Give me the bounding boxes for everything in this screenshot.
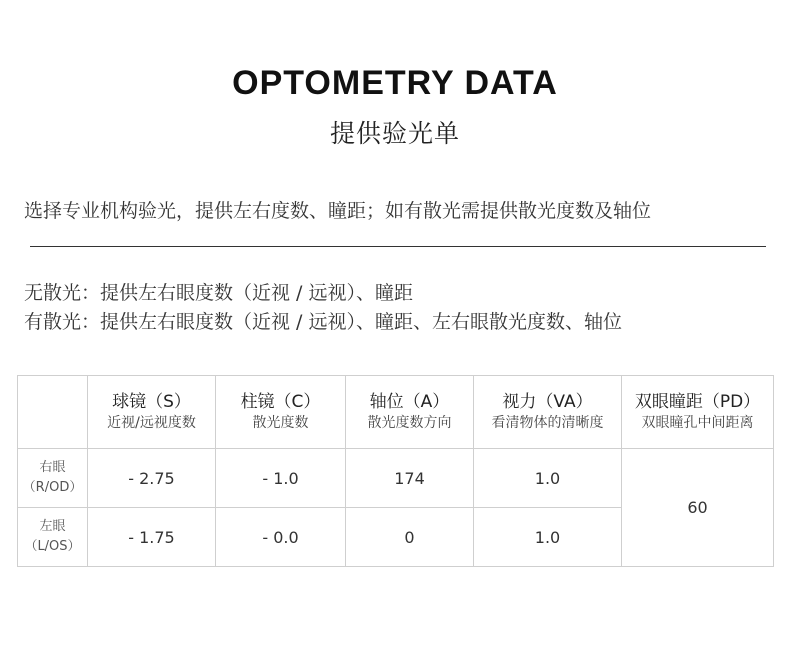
header-cylinder-label: 柱镜（C） [240,392,321,412]
header-pd-label: 双眼瞳距（PD） [634,392,761,412]
row-label-right [18,449,88,508]
row-label-left-name: 左眼 [39,519,66,534]
header-axis-label: 轴位（A） [369,392,450,412]
left-cylinder: - 0.0 [216,508,346,567]
pd-value: 60 [622,449,774,567]
header-cylinder-desc: 散光度数 [252,415,309,431]
header-va-desc: 看清物体的清晰度 [491,415,604,431]
left-axis: 0 [346,508,474,567]
right-sphere: - 2.75 [88,449,216,508]
page-subtitle: 提供验光单 [329,119,460,148]
left-va: 1.0 [474,508,622,567]
header-cylinder [216,376,346,449]
row-label-left-code: （L/OS） [24,539,81,554]
prescription-table [17,375,774,567]
header-row [18,376,774,449]
right-cylinder: - 1.0 [216,449,346,508]
header-axis-desc: 散光度数方向 [367,415,452,431]
row-label-right-code: （R/OD） [22,480,83,495]
header-sphere-label: 球镜（S） [112,392,191,412]
intro-text: 选择专业机构验光，提供左右度数、瞳距；如有散光需提供散光度数及轴位 [24,200,652,222]
header-pd-desc: 双眼瞳孔中间距离 [641,415,754,431]
header-empty [18,376,88,449]
header-pd [622,376,774,449]
table-row-right-eye [18,449,774,508]
left-sphere: - 1.75 [88,508,216,567]
right-axis: 174 [346,449,474,508]
header-va [474,376,622,449]
header-sphere-desc: 近视/远视度数 [107,415,196,431]
header-axis [346,376,474,449]
right-va: 1.0 [474,449,622,508]
page-title: OPTOMETRY DATA [232,64,558,102]
header-va-label: 视力（VA） [502,392,593,412]
row-label-right-name: 右眼 [39,460,66,475]
row-label-left [18,508,88,567]
divider [30,246,766,247]
header-sphere [88,376,216,449]
note-no-astigmatism: 无散光：提供左右眼度数（近视 / 远视）、瞳距 [24,282,413,304]
note-with-astigmatism: 有散光：提供左右眼度数（近视 / 远视）、瞳距、左右眼散光度数、轴位 [24,311,622,333]
